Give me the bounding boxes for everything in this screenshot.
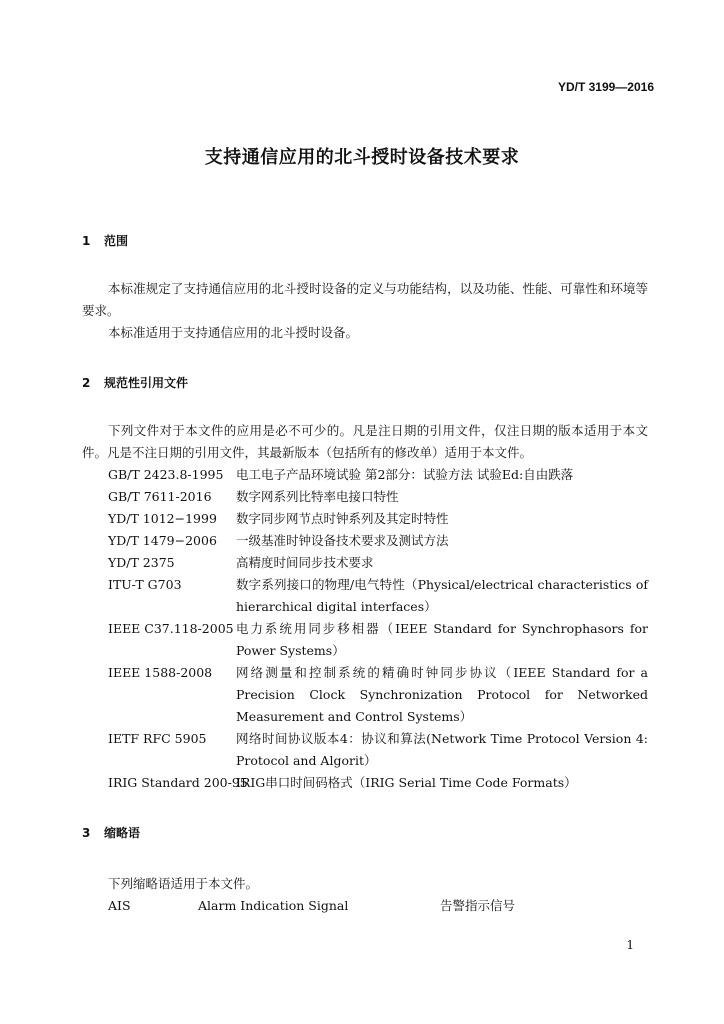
section-heading-scope — [82, 232, 128, 249]
paragraph: 本标准适用于支持通信应用的北斗授时设备。 — [108, 325, 359, 340]
section-heading-normative-references — [82, 374, 188, 391]
reference-code: YD/T 1012−1999 — [108, 511, 217, 526]
reference-title: 数字网系列比特率电接口特性 — [236, 489, 399, 504]
reference-code: YD/T 2375 — [108, 555, 175, 570]
section-number: 1 — [82, 234, 91, 248]
reference-title: 一级基准时钟设备技术要求及测试方法 — [236, 533, 449, 548]
reference-code: YD/T 1479−2006 — [108, 533, 217, 548]
reference-title: 网络测量和控制系统的精确时钟同步协议（IEEE Standard for a Precision Clock Synchronization Protocol for Networked Measurement and Control Systems） — [236, 665, 648, 724]
section-title: 缩略语 — [104, 826, 141, 840]
section-number: 3 — [82, 826, 91, 840]
paragraph: 本标准规定了支持通信应用的北斗授时设备的定义与功能结构，以及功能、性能、可靠性和环境等要求。 — [82, 281, 648, 318]
paragraph: 下列缩略语适用于本文件。 — [108, 876, 259, 891]
reference-title: 高精度时间同步技术要求 — [236, 555, 374, 570]
reference-title: 电力系统用同步移相器（IEEE Standard for Synchrophasors for Power Systems） — [236, 621, 648, 658]
reference-title: 数字同步网节点时钟系列及其定时特性 — [236, 511, 449, 526]
reference-code: IRIG Standard 200-95 — [108, 775, 248, 790]
section-title: 规范性引用文件 — [104, 376, 189, 390]
document-title: 支持通信应用的北斗授时设备技术要求 — [204, 147, 520, 168]
reference-code: GB/T 7611-2016 — [108, 489, 212, 504]
reference-code: IETF RFC 5905 — [108, 731, 207, 746]
abbreviation-chinese: 告警指示信号 — [440, 898, 516, 913]
section-title: 范围 — [104, 234, 129, 248]
abbreviation-english: Alarm Indication Signal — [198, 898, 349, 913]
reference-title: IRIG串口时间码格式（IRIG Serial Time Code Formats） — [236, 775, 577, 790]
section-number: 2 — [82, 376, 91, 390]
paragraph: 下列文件对于本文件的应用是必不可少的。凡是注日期的引用文件，仅注日期的版本适用于本文件。凡是不注日期的引用文件，其最新版本（包括所有的修改单）适用于本文件。 — [82, 423, 648, 460]
page-number: 1 — [626, 938, 634, 952]
reference-code: IEEE 1588-2008 — [108, 665, 213, 680]
reference-code: ITU-T G703 — [108, 577, 182, 592]
reference-title: 数字系列接口的物理/电气特性（Physical/electrical characteristics of hierarchical digital interfaces） — [236, 577, 648, 614]
section-heading-abbreviations — [82, 824, 140, 841]
abbreviation-term: AIS — [108, 898, 131, 913]
reference-code: GB/T 2423.8-1995 — [108, 467, 224, 482]
reference-title: 网络时间协议版本4：协议和算法(Network Time Protocol Version 4: Protocol and Algorit） — [236, 731, 648, 768]
standard-code: YD/T 3199—2016 — [557, 80, 654, 94]
reference-title: 电工电子产品环境试验 第2部分：试验方法 试验Ed:自由跌落 — [236, 467, 574, 482]
reference-code: IEEE C37.118-2005 — [108, 621, 234, 636]
